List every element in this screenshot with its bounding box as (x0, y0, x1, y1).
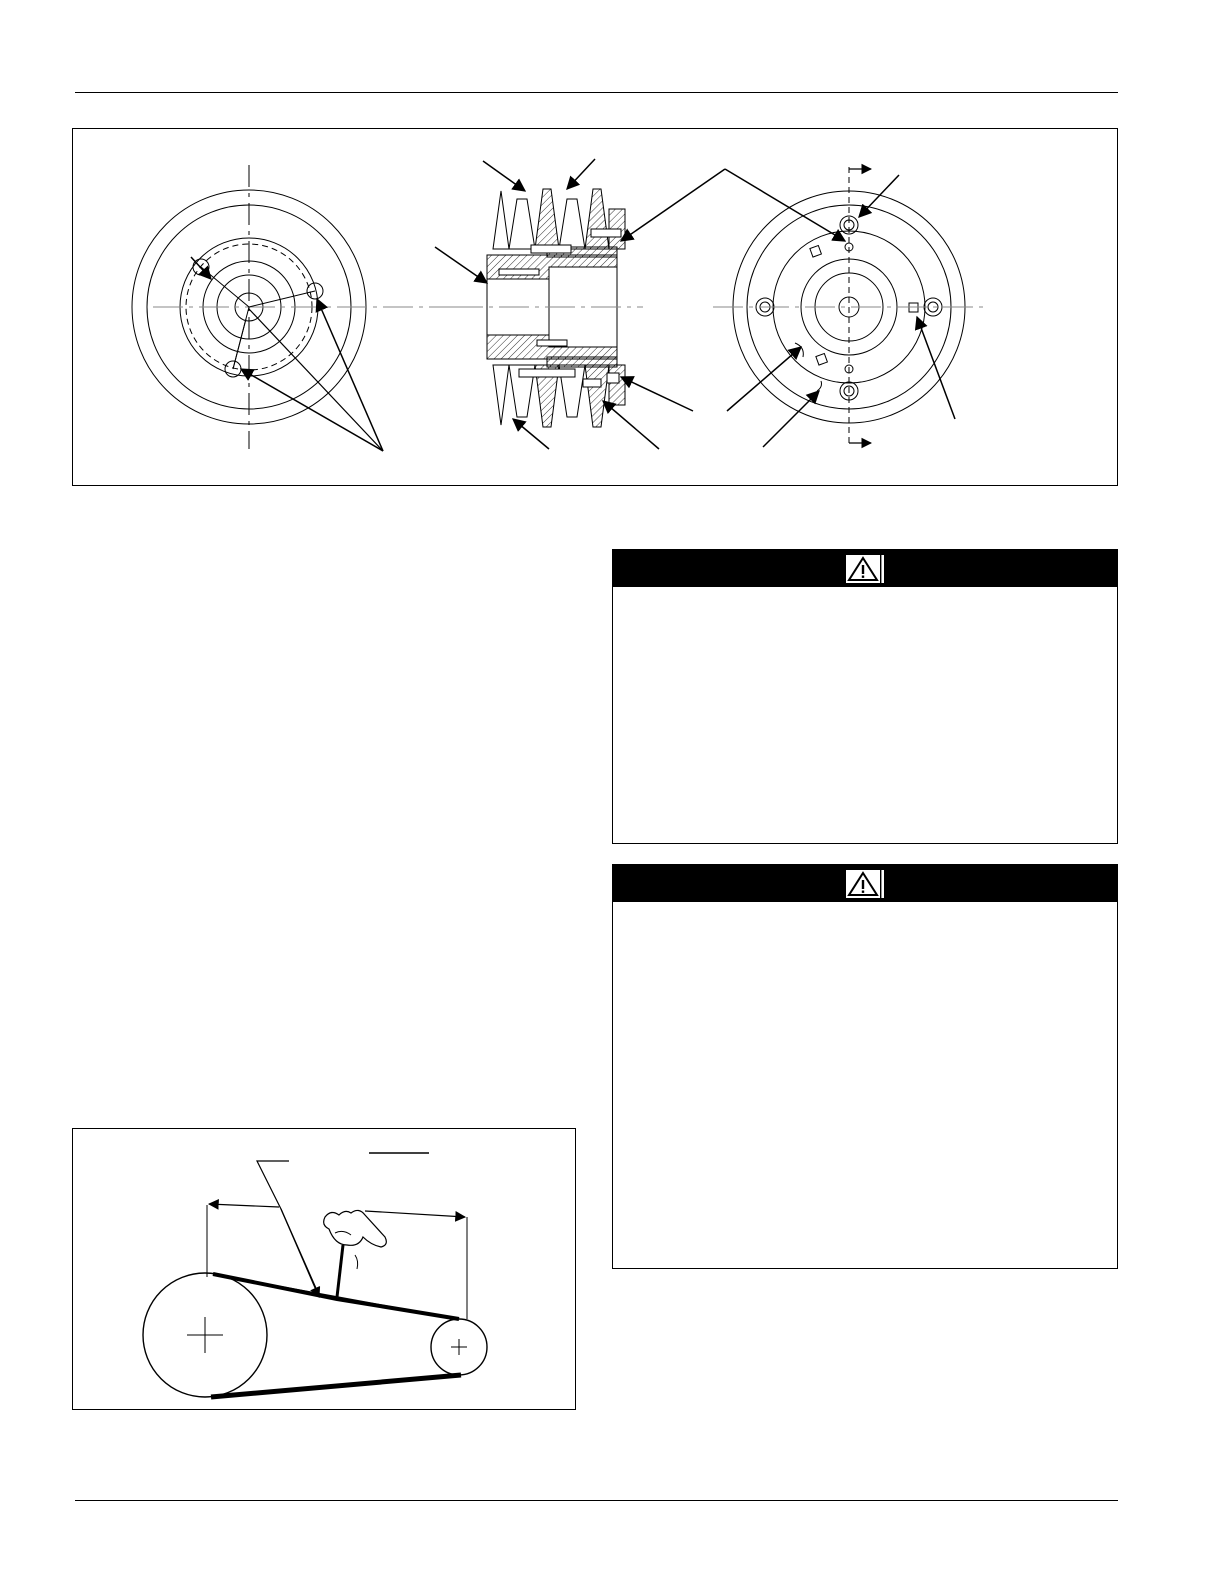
footer-rule (75, 1500, 1118, 1501)
warning-header-1 (613, 550, 1117, 587)
warning-body-2 (613, 902, 1117, 922)
header-rule (75, 92, 1118, 93)
sheave-front-view (132, 165, 463, 451)
warning-body-1 (613, 587, 1117, 607)
warning-box-1 (612, 549, 1118, 844)
belt-drive (143, 1153, 487, 1397)
belt-tension-drawing (73, 1129, 577, 1411)
warning-header-2 (613, 865, 1117, 902)
warning-box-2 (612, 864, 1118, 1269)
sheave-section-view (435, 159, 845, 449)
warning-triangle-icon (846, 555, 884, 583)
warning-triangle-icon (846, 870, 884, 898)
sheave-back-view (713, 167, 989, 447)
sheave-drawing (73, 129, 1119, 487)
figure-sheave-assembly (72, 128, 1118, 486)
figure-belt-tension (72, 1128, 576, 1410)
